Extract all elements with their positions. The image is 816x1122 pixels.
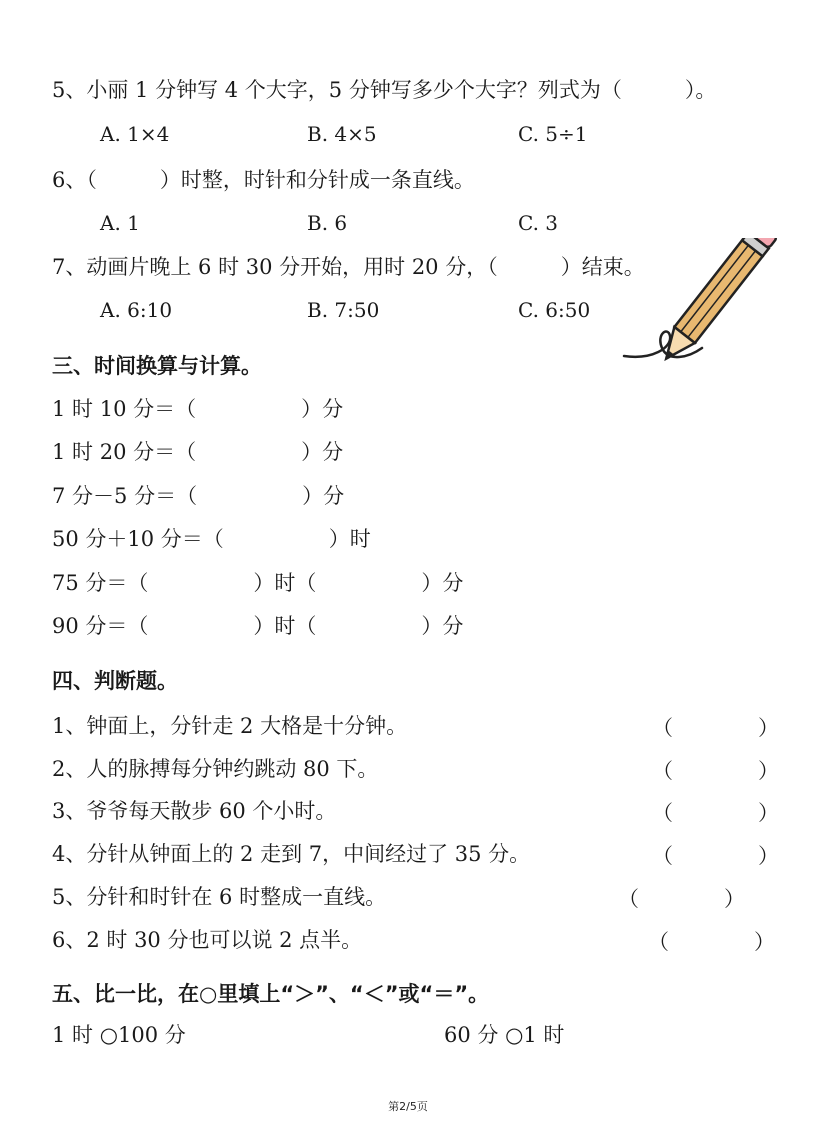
judgement-item: 3、爷爷每天散步 60 个小时。 — [52, 799, 337, 823]
compare-item-right: 60 分 ○1 时 — [444, 1023, 565, 1047]
conversion-item: 7 分－5 分＝（ ）分 — [52, 484, 345, 508]
answer-paren-open: （ — [618, 887, 639, 911]
answer-paren-close: ） — [758, 844, 779, 868]
section-4-title: 四、判断题。 — [52, 669, 178, 693]
conversion-item: 50 分＋10 分＝（ ）时 — [52, 527, 371, 551]
option-7b: B. 7:50 — [307, 298, 380, 322]
question-6: 6、（ ）时整，时针和分针成一条直线。 — [52, 168, 475, 192]
section-5-title: 五、比一比，在○里填上“＞”、“＜”或“＝”。 — [52, 982, 490, 1006]
judgement-item: 5、分针和时针在 6 时整成一直线。 — [52, 885, 387, 909]
answer-paren-close: ） — [724, 887, 745, 911]
option-7c: C. 6:50 — [518, 298, 591, 322]
answer-paren-open: （ — [648, 930, 669, 954]
conversion-item: 1 时 20 分＝（ ）分 — [52, 440, 344, 464]
answer-paren-close: ） — [758, 801, 779, 825]
option-7a: A. 6:10 — [100, 298, 173, 322]
option-5a: A. 1×4 — [100, 122, 170, 146]
section-3-title: 三、时间换算与计算。 — [52, 354, 262, 378]
question-7: 7、动画片晚上 6 时 30 分开始，用时 20 分，（ ）结束。 — [52, 255, 645, 279]
answer-paren-open: （ — [652, 759, 673, 783]
page-number: 第2/5页 — [388, 1100, 428, 1113]
option-6b: B. 6 — [307, 211, 348, 235]
pencil-icon — [612, 238, 802, 373]
answer-paren-open: （ — [652, 801, 673, 825]
question-5: 5、小丽 1 分钟写 4 个大字，5 分钟写多少个大字？列式为（ ）。 — [52, 78, 717, 102]
judgement-item: 6、2 时 30 分也可以说 2 点半。 — [52, 928, 363, 952]
answer-paren-open: （ — [652, 844, 673, 868]
answer-paren-close: ） — [758, 759, 779, 783]
conversion-item: 90 分＝（ ）时（ ）分 — [52, 614, 464, 638]
answer-paren-open: （ — [652, 716, 673, 740]
option-5b: B. 4×5 — [307, 122, 377, 146]
option-6c: C. 3 — [518, 211, 559, 235]
answer-paren-close: ） — [758, 716, 779, 740]
judgement-item: 4、分针从钟面上的 2 走到 7，中间经过了 35 分。 — [52, 842, 531, 866]
judgement-item: 1、钟面上，分针走 2 大格是十分钟。 — [52, 714, 408, 738]
compare-item-left: 1 时 ○100 分 — [52, 1023, 186, 1047]
option-5c: C. 5÷1 — [518, 122, 588, 146]
conversion-item: 1 时 10 分＝（ ）分 — [52, 397, 344, 421]
option-6a: A. 1 — [100, 211, 140, 235]
conversion-item: 75 分＝（ ）时（ ）分 — [52, 571, 464, 595]
judgement-item: 2、人的脉搏每分钟约跳动 80 下。 — [52, 757, 379, 781]
answer-paren-close: ） — [754, 930, 775, 954]
